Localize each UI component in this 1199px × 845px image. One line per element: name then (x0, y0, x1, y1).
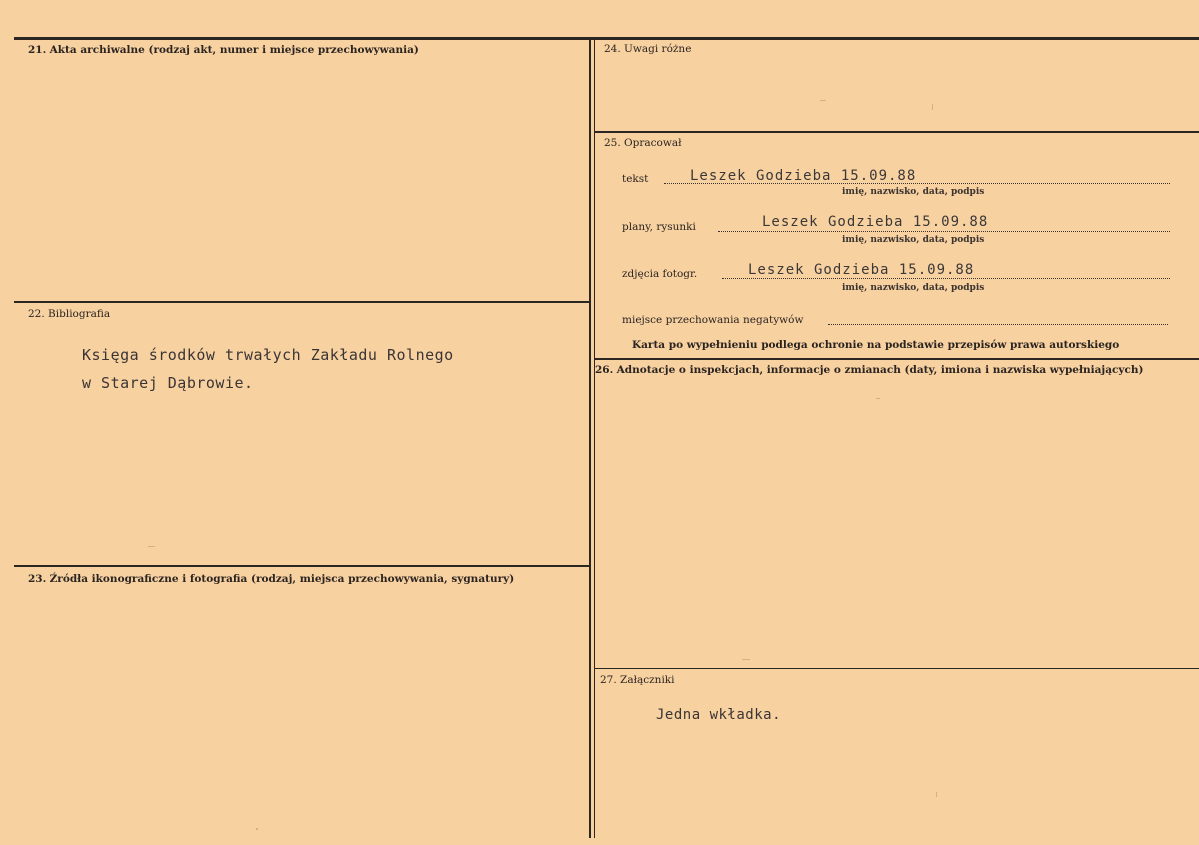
attachments-content: Jedna wkładka. (656, 707, 782, 723)
section-26-heading (595, 364, 1144, 376)
paper-speck (256, 828, 258, 830)
section-21-title: Akta archiwalne (49, 44, 145, 56)
paper-speck (936, 792, 937, 797)
section-26-title: Adnotacje o inspekcjach, informacje o zmianach (616, 364, 901, 376)
field-negatives-label: miejsce przechowania negatywów (622, 314, 804, 326)
section-22-title: Bibliografia (48, 308, 111, 320)
copyright-notice: Karta po wypełnieniu podlega ochronie na podstawie przepisów prawa autorskiego (632, 339, 1120, 351)
section-24-title: Uwagi różne (624, 43, 692, 55)
section-21-subtitle: (rodzaj akt, numer i miejsce przechowywania) (144, 44, 419, 56)
section-24-number: 24. (604, 43, 621, 55)
section-24-heading (604, 43, 691, 55)
section-26-subtitle: (daty, imiona i nazwiska wypełniających) (900, 364, 1144, 376)
field-photos-hint: imię, nazwisko, data, podpis (842, 283, 985, 293)
section-26-number: 26. (595, 364, 614, 376)
section-22-heading (28, 308, 110, 320)
section-21-number: 21. (28, 44, 47, 56)
divider-24-25 (594, 131, 1199, 133)
field-plans-line (718, 231, 1170, 232)
paper-speck (932, 104, 933, 110)
section-27-number: 27. (600, 674, 617, 686)
section-23-number: 23. (28, 573, 47, 585)
section-23-subtitle: (rodzaj, miejsca przechowywania, sygnatury) (247, 573, 515, 585)
field-plans-label: plany, rysunki (622, 221, 696, 233)
top-border (14, 37, 1199, 40)
field-text-label: tekst (622, 173, 649, 185)
field-text-value: Leszek Godzieba 15.09.88 (690, 168, 917, 184)
field-plans-hint: imię, nazwisko, data, podpis (842, 235, 985, 245)
paper-speck (820, 100, 826, 101)
center-divider-inner (594, 38, 595, 838)
center-divider (589, 38, 591, 838)
section-25-heading (604, 137, 682, 149)
section-25-number: 25. (604, 137, 621, 149)
section-21-heading (28, 44, 419, 56)
field-plans-value: Leszek Godzieba 15.09.88 (762, 214, 989, 230)
paper-speck (148, 546, 155, 547)
section-23-heading (28, 573, 514, 585)
section-27-heading (600, 674, 675, 686)
field-text-hint: imię, nazwisko, data, podpis (842, 187, 985, 197)
paper-speck (742, 659, 750, 660)
divider-26-27 (594, 668, 1199, 669)
field-negatives-line (828, 324, 1168, 325)
bibliography-line-1: Księga środków trwałych Zakładu Rolnego (82, 346, 454, 364)
section-23-title: Źródła ikonograficzne i fotografia (49, 573, 248, 585)
section-22-number: 22. (28, 308, 45, 320)
paper-speck (876, 398, 880, 399)
section-27-title: Załączniki (620, 674, 675, 686)
bibliography-line-2: w Starej Dąbrowie. (82, 374, 254, 392)
divider-21-22 (14, 301, 590, 303)
field-photos-label: zdjęcia fotogr. (622, 268, 698, 280)
divider-22-23 (14, 565, 590, 567)
field-photos-line (722, 278, 1170, 279)
section-25-title: Opracował (624, 137, 682, 149)
divider-25-26 (594, 358, 1199, 360)
field-photos-value: Leszek Godzieba 15.09.88 (748, 262, 975, 278)
